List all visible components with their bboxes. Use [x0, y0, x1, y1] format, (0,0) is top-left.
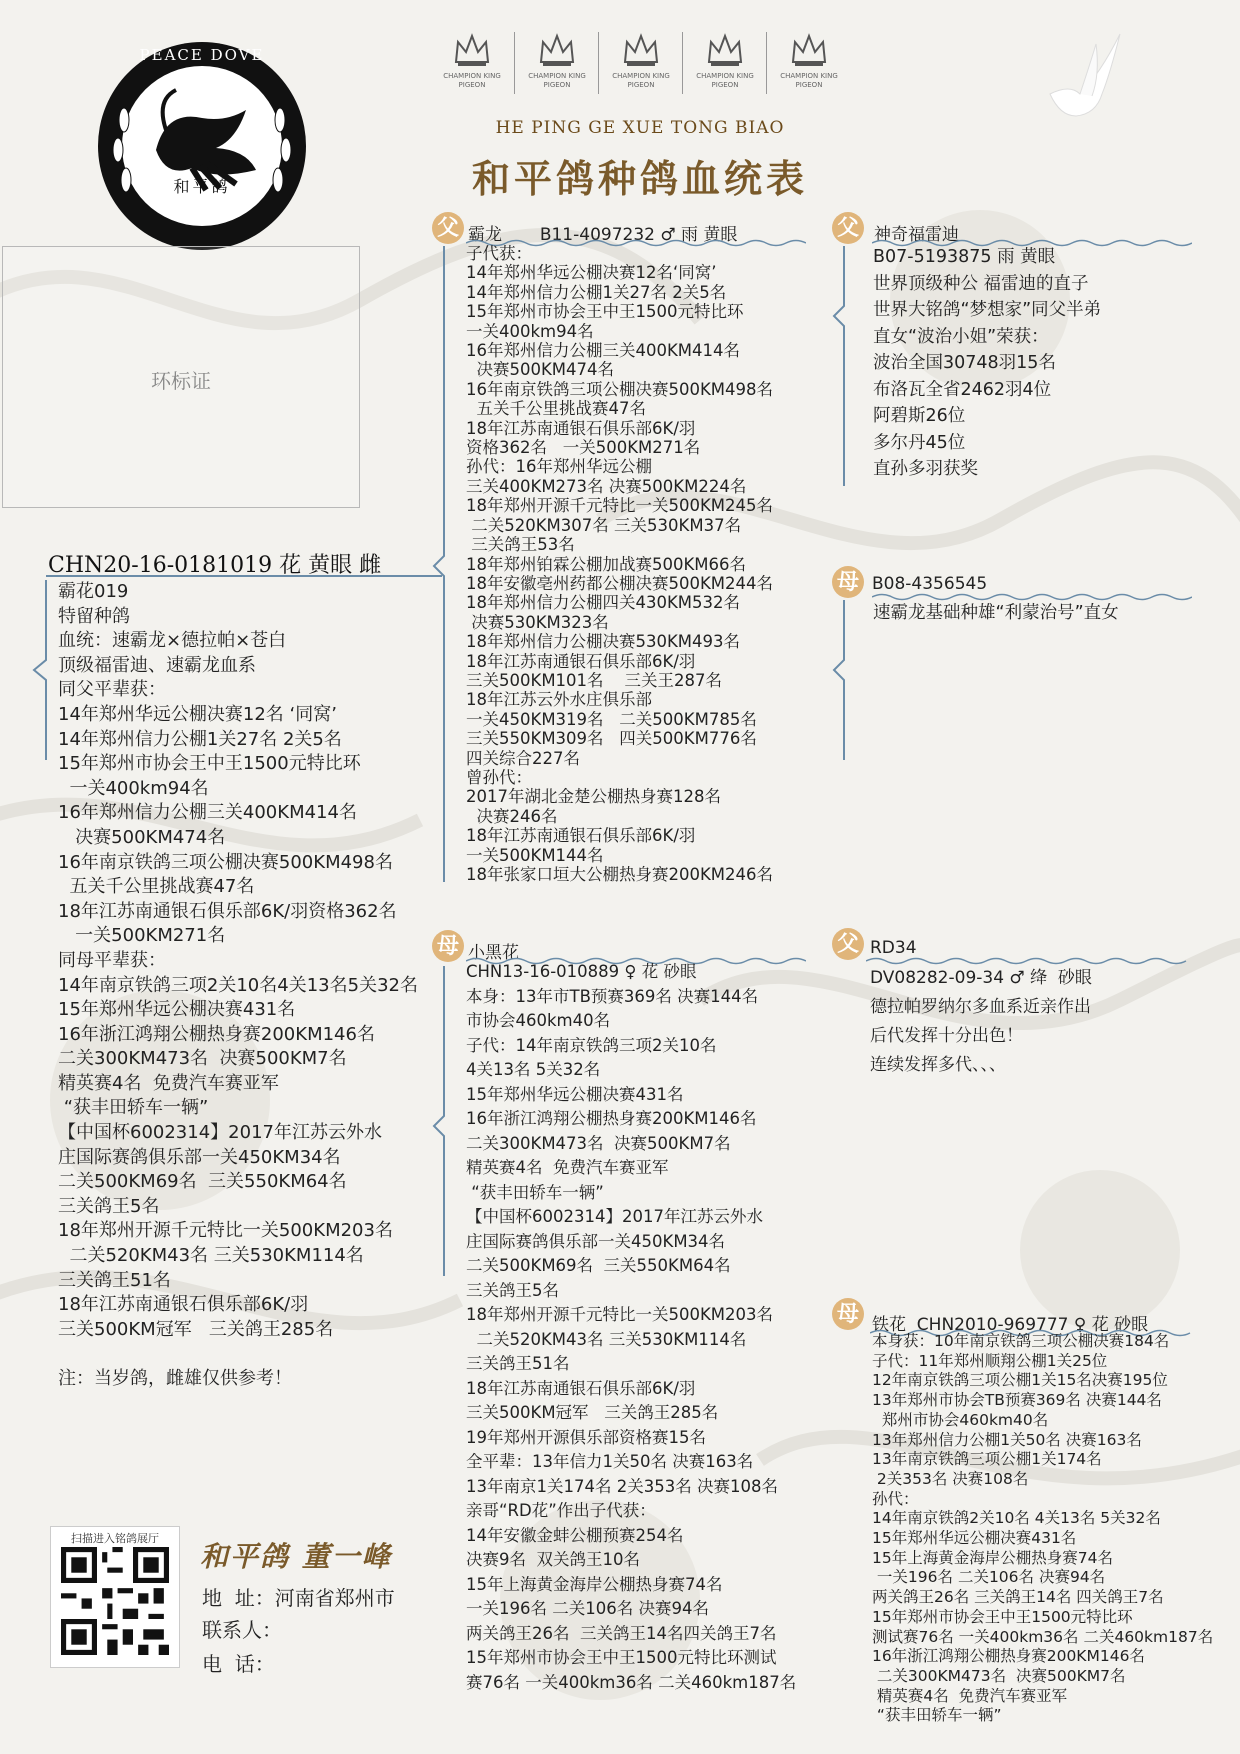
dam-header: 小黑花 — [468, 943, 519, 963]
record-line: 曾孙代： — [466, 767, 532, 787]
crown-item — [430, 32, 514, 94]
record-line: 19年郑州开源俱乐部资格赛15名 — [466, 1427, 706, 1447]
record-line: 决赛9名 双关鸽王10名 — [466, 1550, 640, 1569]
record-line: 一关500KM144名 — [466, 845, 604, 865]
record-line: 世界顶级种公 福雷迪的直子 — [873, 273, 1089, 294]
crown-item — [766, 32, 851, 94]
record-line: 精英赛4名 免费汽车赛亚军 — [58, 1072, 279, 1094]
crown-icon — [452, 32, 492, 68]
record-line: 血统：速霸龙×德拉帕×苍白 — [58, 630, 287, 652]
record-line: 18年郑州铂霖公棚加战赛500KM66名 — [466, 554, 747, 574]
record-line: 【中国杯6002314】2017年江苏云外水 — [58, 1122, 382, 1144]
record-line: “获丰田轿车一辆” — [58, 1097, 209, 1119]
record-line: 市协会460km40名 — [466, 1011, 611, 1030]
record-line: 一关400km94名 — [58, 777, 209, 799]
record-line: 15年郑州市协会王中王1500元特比环 — [58, 753, 361, 775]
phone-line: 电 话： — [202, 1652, 275, 1676]
sire-sire-header: 神奇福雷迪 — [874, 225, 959, 245]
record-line: 2关353名 决赛108名 — [872, 1469, 1029, 1488]
record-line: 子代：11年郑州顺翔公棚1关25位 — [872, 1351, 1108, 1370]
sire-bracket — [432, 246, 452, 882]
record-line: 孙代：16年郑州华远公棚 — [466, 457, 652, 477]
record-line: 二关300KM473名 决赛500KM7名 — [466, 1133, 731, 1153]
record-line: 直孙多羽获奖 — [873, 459, 978, 479]
dam-dam-badge: 母 — [832, 1298, 864, 1330]
record-line: 14年郑州信力公棚1关27名 2关5名 — [58, 728, 342, 750]
sire-dam-bracket — [832, 600, 852, 760]
record-line: 全平辈：13年信力1关50名 决赛163名 — [466, 1452, 754, 1471]
record-line: 4关13名 5关32名 — [466, 1060, 601, 1079]
crown-label: CHAMPION KING PIGEON — [780, 72, 838, 89]
logo-top-text: PEACE DOVE — [139, 46, 265, 64]
record-line: 14年郑州华远公棚决赛12名‘同窝’ — [466, 263, 717, 283]
crown-icon — [789, 32, 829, 68]
dam-sire-record-list — [870, 964, 1092, 1080]
record-line: 决赛500KM474名 — [466, 360, 615, 380]
record-line: 18年安徽亳州药都公棚决赛500KM244名 — [466, 573, 774, 593]
dam-dam-header: 铁花 CHN2010-969777 ♀ 花 砂眼 — [872, 1315, 1149, 1335]
sire-sire-bracket — [832, 246, 852, 486]
crown-label: CHAMPION KING PIGEON — [528, 72, 586, 89]
record-line: 波治全国30748羽15名 — [873, 353, 1056, 373]
ring-certificate-label: 环标证 — [151, 369, 211, 393]
page-title: 和平鸽种鸽血统表 — [471, 156, 808, 201]
record-line: 16年南京铁鸽三项公棚决赛500KM498名 — [466, 379, 774, 399]
record-line: 16年浙江鸿翔公棚热身赛200KM146名 — [58, 1023, 375, 1045]
record-line: 阿碧斯26位 — [873, 406, 966, 426]
record-line: 测试赛76名 一关400km36名 二关460km187名 — [872, 1627, 1214, 1646]
record-line: 18年江苏南通银石俱乐部6K/羽 — [466, 826, 696, 846]
record-line: 本身：13年市TB预赛369名 决赛144名 — [466, 986, 759, 1006]
record-line: 13年南京铁鸽三项公棚1关174名 — [872, 1450, 1102, 1469]
record-line: 三关鸽王53名 — [466, 535, 575, 555]
record-line: 两关鸽王26名 三关鸽王14名四关鸽王7名 — [466, 1623, 777, 1643]
record-line: 德拉帕罗纳尔多血系近亲作出 — [870, 997, 1091, 1017]
crown-label: CHAMPION KING PIGEON — [696, 72, 754, 89]
dam-dam-record-list — [872, 1332, 1213, 1726]
record-line: 霸花019 — [58, 581, 129, 602]
record-line: 一关196名 二关106名 决赛94名 — [872, 1568, 1106, 1587]
crown-label: CHAMPION KING PIGEON — [612, 72, 670, 89]
ring-certificate-box — [2, 246, 360, 508]
record-line: 14年安徽金蚌公棚预赛254名 — [466, 1525, 684, 1545]
record-line: 三关鸽王51名 — [58, 1269, 171, 1291]
record-line: 同母平辈获： — [58, 949, 166, 971]
record-line: 郑州市协会460km40名 — [872, 1410, 1049, 1429]
record-line: 16年郑州信力公棚三关400KM414名 — [58, 802, 357, 824]
record-line: 四关综合227名 — [466, 748, 580, 768]
record-line: 三关鸽王5名 — [466, 1280, 559, 1300]
record-line: 18年郑州开源千元特比一关500KM203名 — [58, 1220, 393, 1242]
record-line: 【中国杯6002314】2017年江苏云外水 — [466, 1207, 763, 1226]
address-line: 地 址：河南省郑州市 — [202, 1586, 395, 1610]
record-line: 三关500KM冠军 三关鸽王285名 — [466, 1403, 719, 1422]
record-line: “获丰田轿车一辆” — [872, 1706, 1002, 1725]
record-line: 五关千公里挑战赛47名 — [58, 876, 255, 898]
record-line: 二关500KM69名 三关550KM64名 — [58, 1171, 347, 1193]
record-line: 子代获： — [466, 244, 532, 263]
record-line: B07-5193875 雨 黄眼 — [873, 247, 1056, 267]
dam-record-list — [466, 960, 796, 1695]
record-line: 18年江苏南通银石俱乐部6K/羽 — [466, 418, 696, 438]
record-line: 18年江苏南通银石俱乐部6K/羽 — [466, 651, 696, 671]
record-line: 二关520KM43名 三关530KM114名 — [466, 1329, 747, 1349]
sire-dam-record-list — [873, 600, 1119, 627]
record-line: 同父平辈获： — [58, 679, 166, 701]
crown-row — [430, 32, 850, 94]
record-line: 14年郑州信力公棚1关27名 2关5名 — [466, 282, 727, 302]
record-line: 一关196名 二关106名 决赛94名 — [466, 1599, 709, 1618]
record-line: 特留种鸽 — [58, 605, 130, 627]
record-line: 14年郑州华远公棚决赛12名 ‘同窝’ — [58, 703, 337, 725]
record-line: 18年郑州信力公棚决赛530KM493名 — [466, 632, 741, 652]
logo-bottom-text: 和平鸽 — [173, 177, 231, 196]
record-line: 连续发挥多代、、、 — [870, 1055, 1006, 1075]
record-line: 18年江苏南通银石俱乐部6K/羽 — [466, 1378, 696, 1398]
sire-dam-badge: 母 — [832, 566, 864, 598]
sire-header: 霸龙 B11-4097232 ♂ 雨 黄眼 — [468, 225, 738, 245]
record-line: 16年南京铁鸽三项公棚决赛500KM498名 — [58, 851, 393, 873]
sire-record-list — [466, 244, 773, 884]
signature: 和平鸽 董一峰 — [200, 1540, 392, 1573]
record-line: 顶级福雷迪、速霸龙血系 — [58, 654, 256, 676]
record-line: 18年郑州开源千元特比一关500KM203名 — [466, 1305, 774, 1324]
record-line: 世界大铭鸽“梦想家”同父半弟 — [873, 300, 1102, 320]
record-line: 16年浙江鸿翔公棚热身赛200KM146名 — [872, 1647, 1145, 1666]
qr-code-label: 扫描进入铭鸽展厅 — [71, 1532, 159, 1545]
record-line: 三关400KM273名 决赛500KM224名 — [466, 476, 747, 496]
record-line: 15年郑州华远公棚决赛431名 — [466, 1084, 684, 1104]
sire-sire-record-list — [873, 244, 1101, 483]
record-line: 两关鸽王26名 三关鸽王14名 四关鸽王7名 — [872, 1588, 1164, 1607]
crown-item — [598, 32, 683, 94]
record-line: 18年张家口垣大公棚热身赛200KM246名 — [466, 865, 774, 884]
record-line: 15年上海黄金海岸公棚热身赛74名 — [466, 1574, 723, 1594]
record-line: 15年郑州华远公棚决赛431名 — [58, 999, 296, 1021]
crown-item — [682, 32, 767, 94]
crown-item — [514, 32, 599, 94]
record-line: 16年郑州信力公棚三关400KM414名 — [466, 341, 741, 361]
record-line: 12年南京铁鸽三项公棚1关15名决赛195位 — [872, 1371, 1168, 1390]
bird-id-line: CHN20-16-0181019 花 黄眼 雌 — [48, 553, 382, 578]
record-line: CHN13-16-010889 ♀ 花 砂眼 — [466, 962, 697, 981]
dam-sire-header: RD34 — [870, 938, 917, 958]
record-line: 18年郑州开源千元特比一关500KM245名 — [466, 496, 774, 516]
record-line: 二关520KM307名 三关530KM37名 — [466, 515, 742, 535]
page-subtitle: HE PING GE XUE TONG BIAO — [495, 118, 785, 138]
record-line: 庄国际赛鸽俱乐部一关450KM34名 — [466, 1231, 726, 1251]
bird-record-list — [58, 580, 418, 1342]
record-line: 五关千公里挑战赛47名 — [466, 399, 646, 419]
record-line: 16年浙江鸿翔公棚热身赛200KM146名 — [466, 1109, 757, 1128]
record-line: 子代：14年南京铁鸽三项2关10名 — [466, 1035, 717, 1055]
record-line: 18年江苏南通银石俱乐部6K/羽 — [58, 1294, 309, 1316]
dove-icon — [1040, 24, 1130, 124]
record-line: 精英赛4名 免费汽车赛亚军 — [466, 1158, 669, 1177]
record-line: 13年郑州市协会TB预赛369名 决赛144名 — [872, 1391, 1162, 1410]
record-line: 一关450KM319名 二关500KM785名 — [466, 709, 757, 729]
peace-dove-logo — [96, 40, 308, 252]
record-line: 一关500KM271名 — [58, 925, 226, 947]
record-line: 二关520KM43名 三关530KM114名 — [58, 1245, 364, 1267]
record-line: 直女“波治小姐”荣获： — [873, 326, 1049, 347]
record-line: 孙代： — [872, 1489, 919, 1508]
record-line: 庄国际赛鸽俱乐部一关450KM34名 — [58, 1146, 341, 1168]
record-line: 三关500KM101名 三关王287名 — [466, 670, 723, 690]
qr-code-icon — [61, 1547, 169, 1655]
record-line: 布洛瓦全省2462羽4位 — [873, 379, 1052, 400]
record-line: 18年郑州信力公棚四关430KM532名 — [466, 593, 741, 613]
record-line: 2017年湖北金楚公棚热身赛128名 — [466, 787, 721, 807]
dam-sire-badge: 父 — [832, 928, 864, 960]
record-line: 三关550KM309名 四关500KM776名 — [466, 729, 757, 749]
record-line: 精英赛4名 免费汽车赛亚军 — [872, 1686, 1068, 1705]
record-line: 一关400km94名 — [466, 321, 594, 341]
record-line: 资格362名 一关500KM271名 — [466, 438, 701, 458]
record-line: 14年南京铁鸽2关10名 4关13名 5关32名 — [872, 1509, 1161, 1528]
record-line: 三关鸽王51名 — [466, 1354, 570, 1373]
record-line: DV08282-09-34 ♂ 绛 砂眼 — [870, 968, 1092, 988]
record-line: 15年郑州华远公棚决赛431名 — [872, 1529, 1077, 1548]
qr-code-box[interactable] — [50, 1526, 180, 1668]
record-line: “获丰田轿车一辆” — [466, 1182, 604, 1202]
record-line: 13年南京1关174名 2关353名 决赛108名 — [466, 1476, 778, 1496]
note-text: 注：当岁鸽，雌雄仅供参考！ — [58, 1368, 292, 1389]
record-line: 速霸龙基础种雄“利蒙治号”直女 — [873, 603, 1119, 623]
record-line: 三关500KM冠军 三关鸽王285名 — [58, 1318, 334, 1340]
crown-icon — [621, 32, 661, 68]
record-line: 18年江苏南通银石俱乐部6K/羽资格362名 — [58, 900, 397, 922]
crown-icon — [705, 32, 745, 68]
record-line: 15年上海黄金海岸公棚热身赛74名 — [872, 1548, 1113, 1567]
record-line: 15年郑州市协会王中王1500元特比环 — [466, 302, 744, 322]
record-line: 后代发挥十分出色！ — [870, 1026, 1023, 1046]
sire-sire-badge: 父 — [832, 212, 864, 244]
record-line: 本身获：10年南京铁鸽三项公棚决赛184名 — [872, 1332, 1170, 1350]
record-line: 赛76名 一关400km36名 二关460km187名 — [466, 1672, 797, 1692]
record-line: 决赛246名 — [466, 806, 558, 826]
record-line: 15年郑州市协会王中王1500元特比环 — [872, 1607, 1133, 1626]
bird-id-underline — [46, 575, 442, 577]
dam-bracket — [432, 966, 452, 1276]
record-line: 18年江苏云外水庄俱乐部 — [466, 690, 652, 710]
crown-icon — [537, 32, 577, 68]
bird-bracket — [30, 580, 50, 760]
sire-dam-header: B08-4356545 — [872, 574, 988, 594]
record-line: 14年南京铁鸽三项2关10名4关13名5关32名 — [58, 974, 418, 996]
record-line: 15年郑州市协会王中王1500元特比环测试 — [466, 1648, 777, 1667]
dam-badge: 母 — [432, 930, 464, 962]
record-line: 二关500KM69名 三关550KM64名 — [466, 1256, 731, 1275]
record-line: 决赛530KM323名 — [466, 612, 609, 632]
record-line: 三关鸽王5名 — [58, 1195, 160, 1217]
sire-badge: 父 — [432, 212, 464, 244]
record-line: 二关300KM473名 决赛500KM7名 — [58, 1048, 347, 1070]
record-line: 13年郑州信力公棚1关50名 决赛163名 — [872, 1430, 1142, 1449]
record-line: 多尔丹45位 — [873, 432, 966, 453]
crown-label: CHAMPION KING PIGEON — [443, 72, 501, 89]
record-line: 亲哥“RD花”作出子代获： — [466, 1501, 656, 1520]
record-line: 决赛500KM474名 — [58, 826, 226, 848]
contact-line: 联系人： — [202, 1618, 282, 1642]
record-line: 二关300KM473名 决赛500KM7名 — [872, 1666, 1126, 1685]
